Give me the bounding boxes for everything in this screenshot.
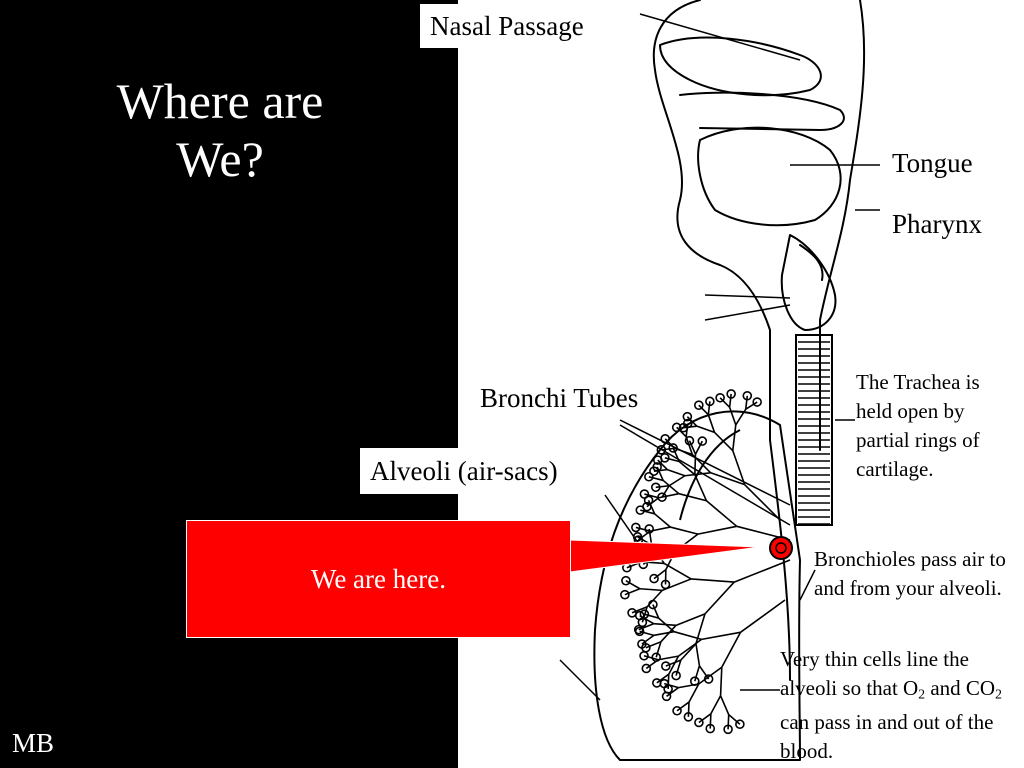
bronchiole-branch [698, 526, 737, 534]
bronchiole-branch [745, 485, 780, 520]
bronchiole-branch [702, 632, 741, 639]
bronchiole-branch [679, 494, 707, 501]
note-thin-cells [780, 645, 1020, 766]
bronchiole-branch [689, 684, 699, 702]
bronchiole-branch [746, 396, 748, 409]
bronchiole-branch [730, 394, 732, 407]
bronchiole-branch [667, 470, 685, 476]
bronchiole-branch [688, 702, 689, 717]
callout-text: We are here. [311, 563, 446, 594]
bronchiole-branch [699, 405, 709, 415]
left-lung-outline [594, 411, 800, 760]
bronchiole-branch [730, 407, 736, 425]
callout-pointer [570, 540, 760, 572]
bronchiole-branch [710, 714, 711, 729]
bronchiole-branch [656, 486, 669, 488]
note-trachea: The Trachea is held open by partial rings of cartilage. [856, 370, 980, 481]
bronchiole-branch [708, 401, 710, 414]
carbon-dioxide-subscript: 2 [995, 686, 1002, 702]
bronchi-pointer-1 [620, 420, 790, 505]
nasal-passage-shape [660, 38, 821, 96]
note-cells-part3: can pass in and out of the blood. [780, 710, 994, 764]
label-alveoli: Alveoli (air-sacs) [360, 448, 610, 494]
bronchiole-branch [721, 696, 729, 715]
bronchiole-branch [676, 614, 705, 625]
title-line-2: We? [176, 131, 264, 187]
tongue-shape [698, 128, 841, 226]
larynx-pointer-1 [705, 295, 790, 298]
bronchiole-branch [721, 667, 722, 695]
bronchiole-branch [695, 475, 707, 501]
location-marker [770, 537, 792, 559]
title-line-1: Where are [116, 73, 324, 129]
bronchiole-branch [659, 494, 679, 498]
note-cells-part2: and CO [925, 676, 996, 700]
bronchiole-branch [640, 589, 662, 591]
label-bronchi-tubes: Bronchi Tubes [480, 383, 639, 413]
oxygen-subscript: 2 [918, 686, 926, 702]
bronchiole-branch [729, 715, 740, 725]
bronchiole-branch [670, 527, 698, 534]
larynx-pointer-2 [705, 305, 790, 320]
bronchiole-branch [720, 398, 730, 408]
bronchiole-branch [734, 560, 790, 582]
bronchioles-pointer [800, 570, 815, 600]
bronchiole-branch [668, 674, 669, 689]
bronchiole-branch [728, 715, 729, 730]
bronchiole-branch [691, 579, 734, 582]
bronchiole-branch [733, 425, 736, 451]
bronchiole-branch [658, 656, 678, 660]
label-nasal-passage: Nasal Passage [420, 4, 638, 48]
bronchiole-branch [654, 632, 674, 636]
nasal-passage-pointer [640, 14, 800, 60]
label-tongue: Tongue [892, 148, 973, 178]
bronchiole-branch [654, 470, 667, 472]
bronchiole-branch [706, 501, 736, 527]
bronchiole-branch [696, 644, 699, 666]
larynx-shape [782, 235, 836, 330]
note-bronchioles: Bronchioles pass air to and from your alveoli. [814, 547, 1006, 600]
callout-box [186, 520, 571, 638]
bronchiole-branch [741, 600, 785, 632]
note-cells-part1: Very thin cells line the alveoli so that O [780, 647, 969, 700]
bronchiole-branch [669, 476, 685, 486]
bronchiole-branch [722, 632, 741, 667]
bronchiole-branch [711, 696, 721, 714]
bronchiole-branch [654, 570, 666, 579]
bronchiole-branch [674, 632, 701, 640]
bronchiole-branch [661, 448, 674, 450]
head-outline [654, 0, 790, 680]
bronchiole-branch [655, 514, 671, 527]
bronchiole-branch [705, 582, 734, 614]
bronchiole-branch [664, 563, 691, 579]
palate-shape [680, 93, 844, 130]
label-pharynx: Pharynx [892, 209, 982, 239]
author-initials: MB [12, 728, 55, 758]
